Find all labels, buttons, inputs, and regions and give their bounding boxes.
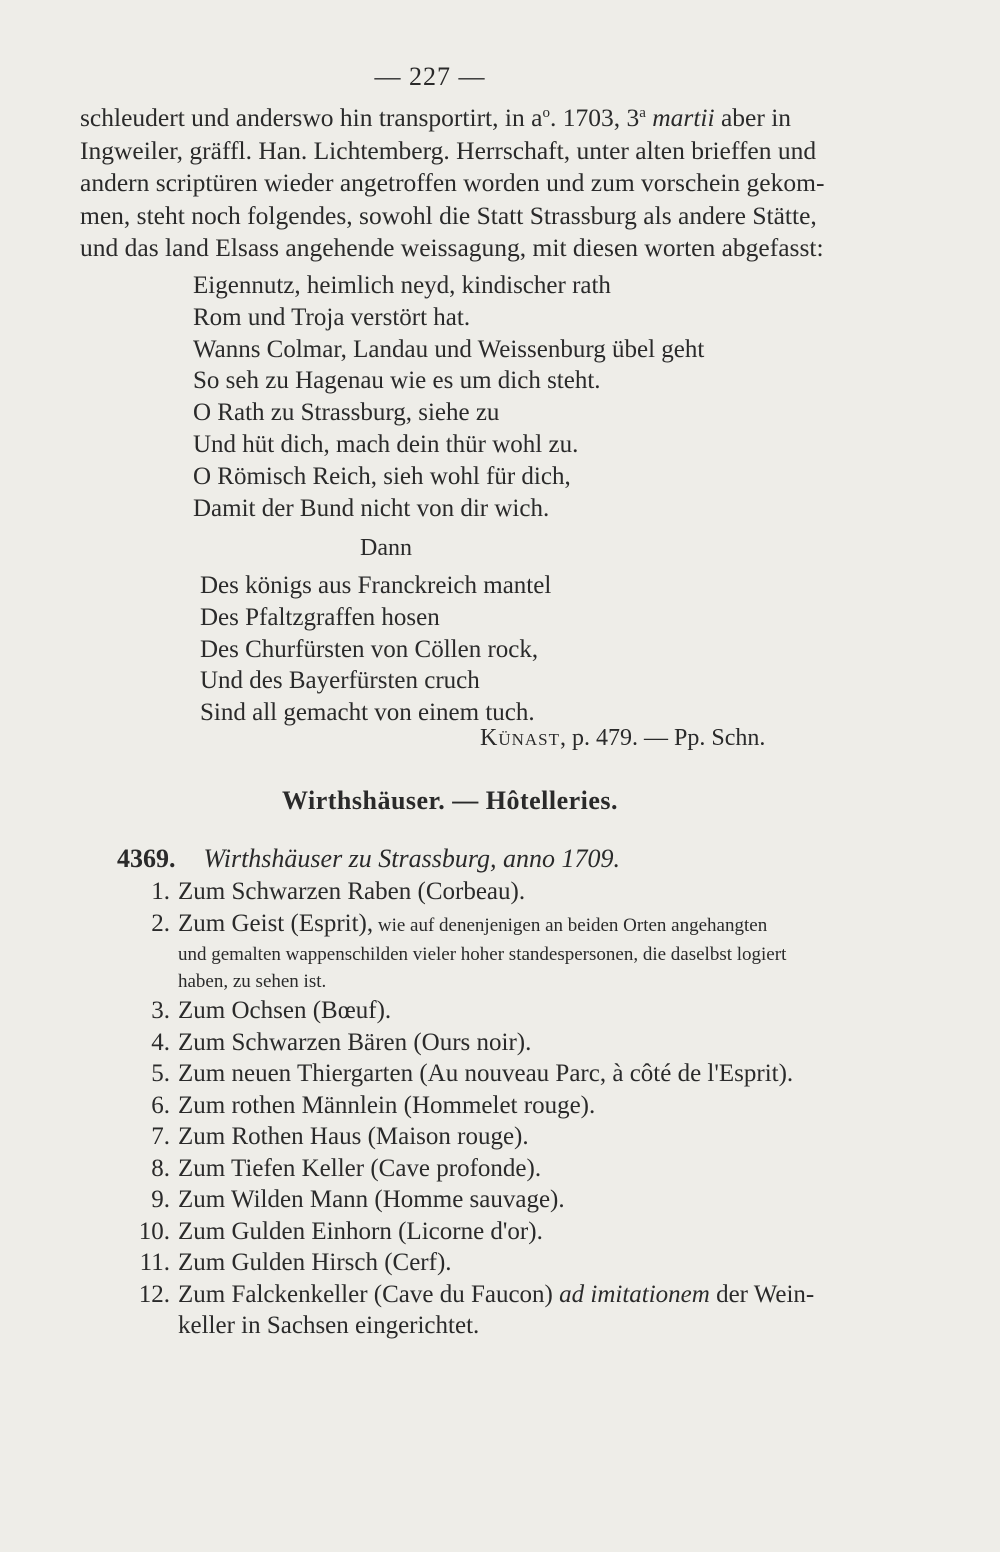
entry-title: Wirthshäuser zu Strassburg, anno 1709. <box>203 844 621 873</box>
item-text: Zum Gulden Einhorn (Licorne d'or). <box>178 1217 543 1245</box>
item-number: 5. <box>151 1060 170 1087</box>
item-text-continued: keller in Sachsen eingerichtet. <box>178 1312 480 1339</box>
item-text: Zum Wilden Mann (Homme sauvage). <box>178 1186 565 1213</box>
list-item <box>130 1153 830 1185</box>
item-text: Zum neuen Thiergarten (Au nouveau Parc, à côté de l'Esprit). <box>178 1060 794 1087</box>
prose-text: aber in <box>714 103 792 132</box>
prose-line: Ingweiler, gräffl. Han. Lichtemberg. Herrschaft, unter alten brieffen und <box>80 135 817 165</box>
item-number: 9. <box>151 1186 170 1213</box>
list-item <box>130 1058 830 1090</box>
verse-line: Sind all gemacht von einem tuch. <box>200 699 535 727</box>
prose-line: men, steht noch folgendes, sowohl die Statt Strassburg als andere Stätte, <box>80 200 817 230</box>
item-number: 10. <box>138 1217 170 1245</box>
item-number: 6. <box>151 1091 170 1119</box>
item-note-continued: und gemalten wappenschilden vieler hoher standespersonen, die daselbst logiert haben, zu sehen ist. <box>178 944 787 992</box>
verse-line: Des königs aus Franckreich mantel <box>200 572 552 599</box>
prose-text: . 1703, 3 <box>549 103 640 132</box>
verse-line: Des Pfaltzgraffen hosen <box>200 603 440 631</box>
item-number: 12. <box>138 1280 170 1308</box>
item-text: Zum Schwarzen Bären (Ours noir). <box>178 1028 532 1056</box>
list-item <box>130 995 830 1027</box>
item-text-end: der Wein- <box>709 1280 815 1308</box>
verse-stanza-1 <box>193 270 704 524</box>
verse-line: Und des Bayerfürsten cruch <box>200 667 480 695</box>
item-number: 11. <box>139 1249 170 1276</box>
verse-line: Rom und Troja verstört hat. <box>193 303 471 331</box>
list-item <box>130 1216 830 1248</box>
item-number: 2. <box>151 909 170 937</box>
item-number: 4. <box>151 1028 170 1056</box>
italic-word: martii <box>645 103 715 132</box>
list-item <box>130 876 830 908</box>
item-text: Zum Gulden Hirsch (Cerf). <box>178 1249 452 1276</box>
citation <box>480 725 765 752</box>
item-text: Zum Tiefen Keller (Cave profonde). <box>178 1154 542 1182</box>
verse-stanza-2 <box>200 570 551 729</box>
prose-line: andern scriptüren wieder angetroffen worden und zum vorschein gekom- <box>80 168 825 197</box>
superscript: a <box>639 105 646 121</box>
item-text: Zum Ochsen (Bœuf). <box>178 997 392 1024</box>
citation-author: Künast <box>480 725 561 751</box>
verse-line: Damit der Bund nicht von dir wich. <box>193 494 550 522</box>
item-note: wie auf denenjenigen an beiden Orten angehangten <box>373 914 768 936</box>
item-text: Zum Geist (Esprit), <box>178 909 374 937</box>
list-item <box>130 1090 830 1122</box>
item-text: Zum Rothen Haus (Maison rouge). <box>178 1123 529 1150</box>
prose-line: und das land Elsass angehende weissagung, mit diesen worten abgefasst: <box>80 233 824 262</box>
list-item <box>130 1027 830 1059</box>
verse-line: Des Churfürsten von Cöllen rock, <box>200 635 539 663</box>
list-item <box>130 1279 830 1342</box>
verse-line: Wanns Colmar, Landau und Weissenburg übel geht <box>193 335 705 363</box>
verse-line: O Rath zu Strassburg, siehe zu <box>193 399 500 427</box>
citation-ref: , p. 479. — Pp. Schn. <box>560 725 766 751</box>
item-italic-phrase: ad imitationem <box>552 1280 710 1308</box>
item-number: 3. <box>151 997 170 1024</box>
item-number: 1. <box>151 878 170 905</box>
item-text: Zum rothen Männlein (Hommelet rouge). <box>178 1091 596 1119</box>
item-number: 8. <box>151 1154 170 1182</box>
list-item <box>130 908 830 996</box>
section-heading: Wirthshäuser. — Hôtelleries. <box>281 786 619 815</box>
item-text: Zum Falckenkeller (Cave du Faucon) <box>178 1280 553 1308</box>
verse-line: Und hüt dich, mach dein thür wohl zu. <box>193 430 579 458</box>
verse-interlude: Dann <box>360 535 412 561</box>
verse-line: O Römisch Reich, sieh wohl für dich, <box>193 462 571 490</box>
entry-number: 4369. <box>117 844 176 873</box>
inn-list <box>130 876 830 1342</box>
verse-line: Eigennutz, heimlich neyd, kindischer rath <box>193 272 611 299</box>
list-item <box>130 1121 830 1153</box>
prose-text: schleudert und anderswo hin transportirt, in a <box>80 103 543 132</box>
list-item <box>130 1184 830 1216</box>
entry-header <box>117 844 620 874</box>
verse-line: So seh zu Hagenau wie es um dich steht. <box>193 367 601 395</box>
list-item <box>130 1247 830 1279</box>
page-number: — 227 — <box>374 62 486 91</box>
prose-paragraph <box>80 102 825 265</box>
prose-line <box>80 102 790 135</box>
item-text: Zum Schwarzen Raben (Corbeau). <box>178 878 526 905</box>
item-number: 7. <box>151 1123 170 1150</box>
superscript: o <box>542 105 550 121</box>
